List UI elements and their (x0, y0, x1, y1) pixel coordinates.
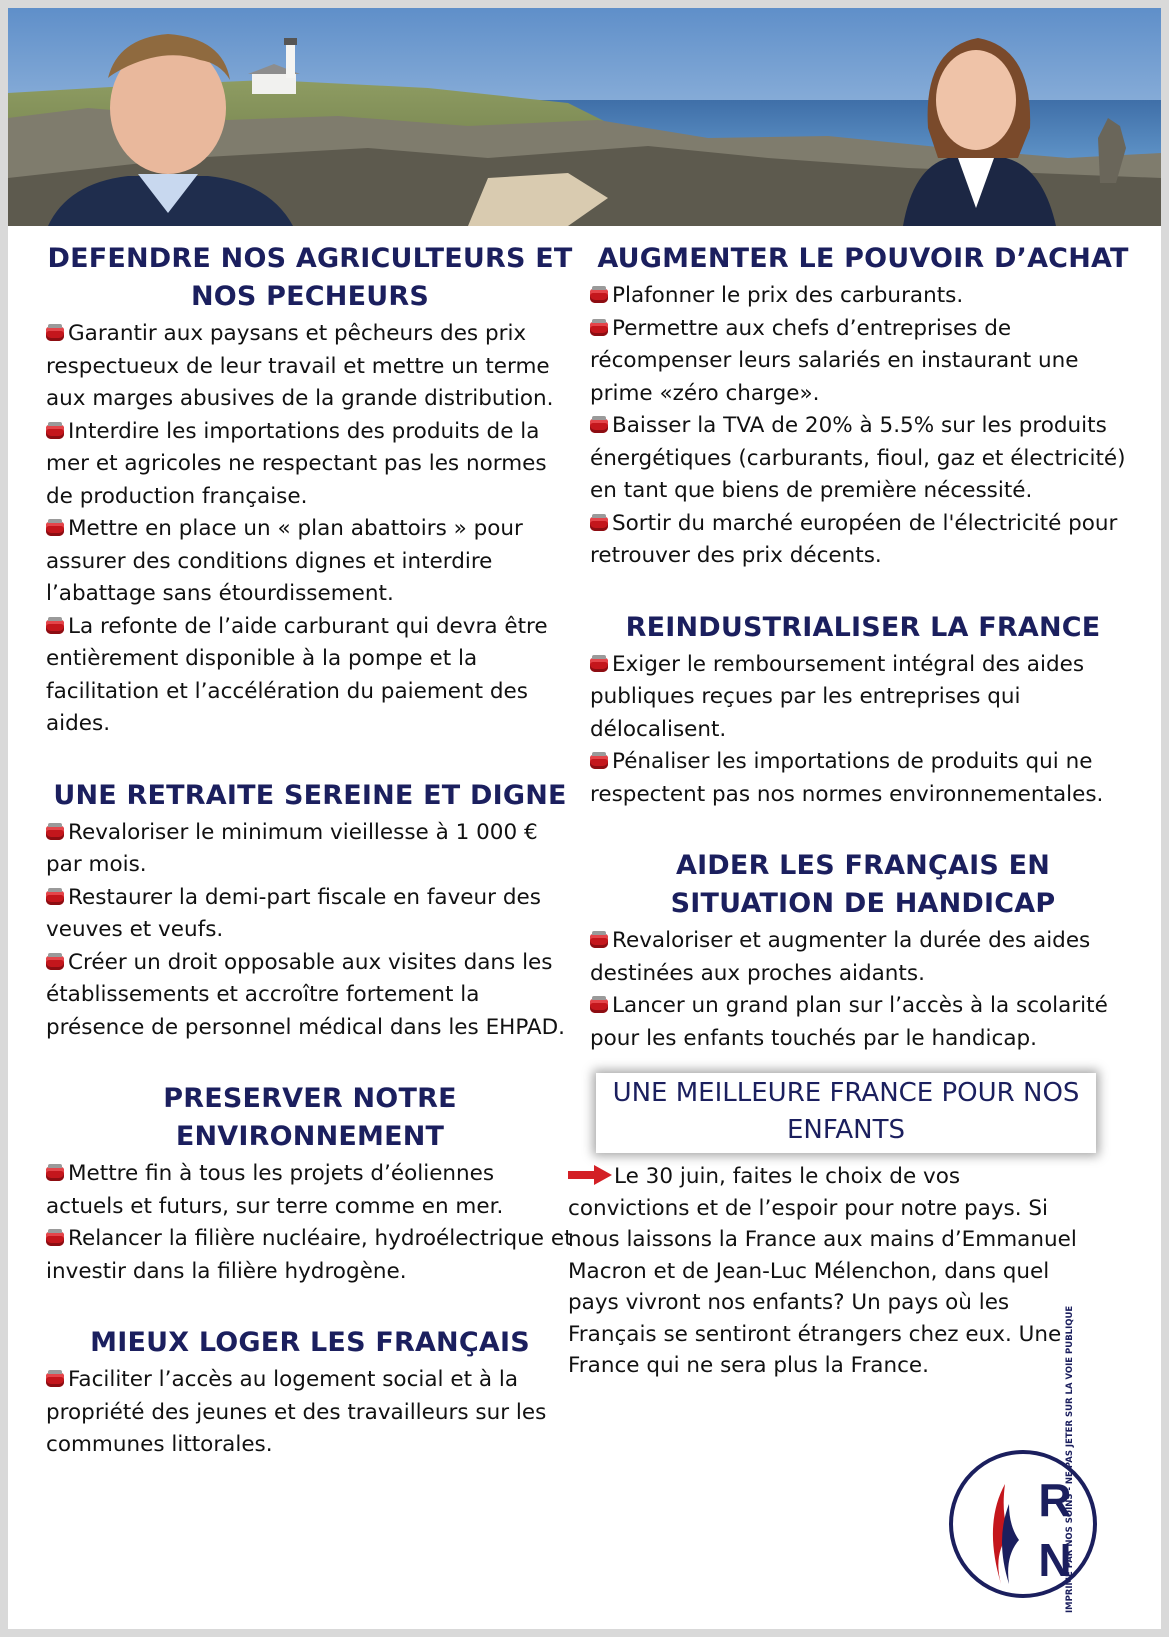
section-title: AUGMENTER LE POUVOIR D’ACHAT (597, 243, 1129, 274)
red-ballot-icon (590, 419, 608, 433)
section-retraite (46, 777, 574, 1045)
red-ballot-icon (46, 956, 64, 970)
bullet-item: Exiger le remboursement intégral des aides publiques reçues par les entreprises qui délocalisent. (590, 651, 1085, 742)
rn-logo (943, 1444, 1103, 1604)
section-title: DEFENDRE NOS AGRICULTEURS ET NOS PECHEURS (47, 243, 573, 312)
header-photo (8, 8, 1161, 226)
logo-letter-n: N (1038, 1534, 1072, 1586)
bullet-item: Lancer un grand plan sur l’accès à la scolarité pour les enfants touchés par le handicap. (590, 993, 1108, 1051)
closing-title: UNE MEILLEURE FRANCE POUR NOS ENFANTS (612, 1078, 1080, 1145)
right-column (568, 240, 1136, 1382)
bullet-item: Baisser la TVA de 20% à 5.5% sur les produits énergétiques (carburants, fioul, gaz et électricité) en tant que biens de première nécessité. (590, 413, 1126, 503)
red-ballot-icon (46, 891, 64, 905)
section-title: PRESERVER NOTRE ENVIRONNEMENT (163, 1083, 457, 1152)
bullet-item: Créer un droit opposable aux visites dans les établissements et accroître fortement la présence de personnel médical dans les EHPAD. (46, 949, 566, 1040)
red-ballot-icon (46, 522, 64, 536)
left-column (46, 240, 574, 1498)
red-ballot-icon (46, 620, 64, 634)
coastal-landscape-image (8, 8, 1161, 226)
red-ballot-icon (590, 999, 608, 1013)
leaflet-page (8, 8, 1161, 1629)
section-environnement (46, 1080, 574, 1288)
red-ballot-icon (590, 322, 608, 336)
bullet-item: Revaloriser et augmenter la durée des aides destinées aux proches aidants. (590, 928, 1091, 986)
red-arrow-icon (568, 1165, 612, 1185)
bullet-item: La refonte de l’aide carburant qui devra être entièrement disponible à la pompe et la facilitation et l’accélération du paiement des aides. (46, 613, 548, 736)
red-ballot-icon (46, 425, 64, 439)
legal-notice-vertical: IMPRIMÉ PAR NOS SOINS - NE PAS JETER SUR LA VOIE PUBLIQUE (1065, 1305, 1075, 1613)
bullet-item: Relancer la filière nucléaire, hydroélectrique et investir dans la filière hydrogène. (46, 1226, 573, 1284)
bullet-item: Mettre fin à tous les projets d’éoliennes actuels et futurs, sur terre comme en mer. (46, 1161, 504, 1219)
red-ballot-icon (590, 517, 608, 531)
bullet-item: Interdire les importations des produits de la mer et agricoles ne respectant pas les normes de production française. (46, 418, 547, 509)
bullet-item: Mettre en place un « plan abattoirs » pour assurer des conditions dignes et interdire l’abattage sans étourdissement. (46, 516, 523, 606)
section-title: REINDUSTRIALISER LA FRANCE (625, 611, 1101, 643)
section-pouvoir-achat (576, 240, 1136, 573)
section-title: MIEUX LOGER LES FRANÇAIS (90, 1327, 530, 1358)
red-ballot-icon (46, 1373, 64, 1387)
bullet-item: Plafonner le prix des carburants. (590, 280, 1136, 313)
red-ballot-icon (590, 289, 608, 303)
section-title: AIDER LES FRANÇAIS EN SITUATION DE HANDICAP (670, 850, 1056, 919)
red-ballot-icon (590, 755, 608, 769)
section-logement (46, 1324, 574, 1462)
section-agriculture (46, 240, 574, 741)
red-ballot-icon (46, 1167, 64, 1181)
bullet-item: Revaloriser le minimum vieillesse à 1 000 € par mois. (46, 819, 538, 877)
bullet-item: Restaurer la demi-part fiscale en faveur des veuves et veufs. (46, 884, 541, 942)
section-reindustrialiser (576, 609, 1136, 812)
red-ballot-icon (46, 327, 64, 341)
section-handicap (576, 847, 1136, 1055)
bullet-item: Permettre aux chefs d’entreprises de récompenser leurs salariés en instaurant une prime «zéro charge». (590, 315, 1079, 406)
red-ballot-icon (46, 1232, 64, 1246)
red-ballot-icon (590, 658, 608, 672)
section-title: UNE RETRAITE SEREINE ET DIGNE (53, 779, 567, 811)
logo-letter-r: R (1038, 1474, 1072, 1526)
red-ballot-icon (590, 934, 608, 948)
bullet-item: Faciliter l’accès au logement social et à la propriété des jeunes et des travailleurs sur les communes littorales. (46, 1367, 547, 1457)
bullet-item: Sortir du marché européen de l'électricité pour retrouver des prix décents. (590, 510, 1118, 568)
closing-title-box (596, 1073, 1096, 1153)
bullet-item: Pénaliser les importations de produits qui ne respectent pas nos normes environnementales. (590, 749, 1104, 807)
closing-paragraph: Le 30 juin, faites le choix de vos convictions et de l’espoir pour notre pays. Si nous laissons la France aux mains d’Emmanuel Macron et de Jean-Luc Mélenchon, dans quel pays vivront nos enfants? Un pays où les Français se sentiront étrangers chez eux. Une France qui ne sera plus la France. (568, 1164, 1077, 1378)
red-ballot-icon (46, 826, 64, 840)
bullet-item: Garantir aux paysans et pêcheurs des prix respectueux de leur travail et mettre un terme aux marges abusives de la grande distribution. (46, 321, 554, 411)
